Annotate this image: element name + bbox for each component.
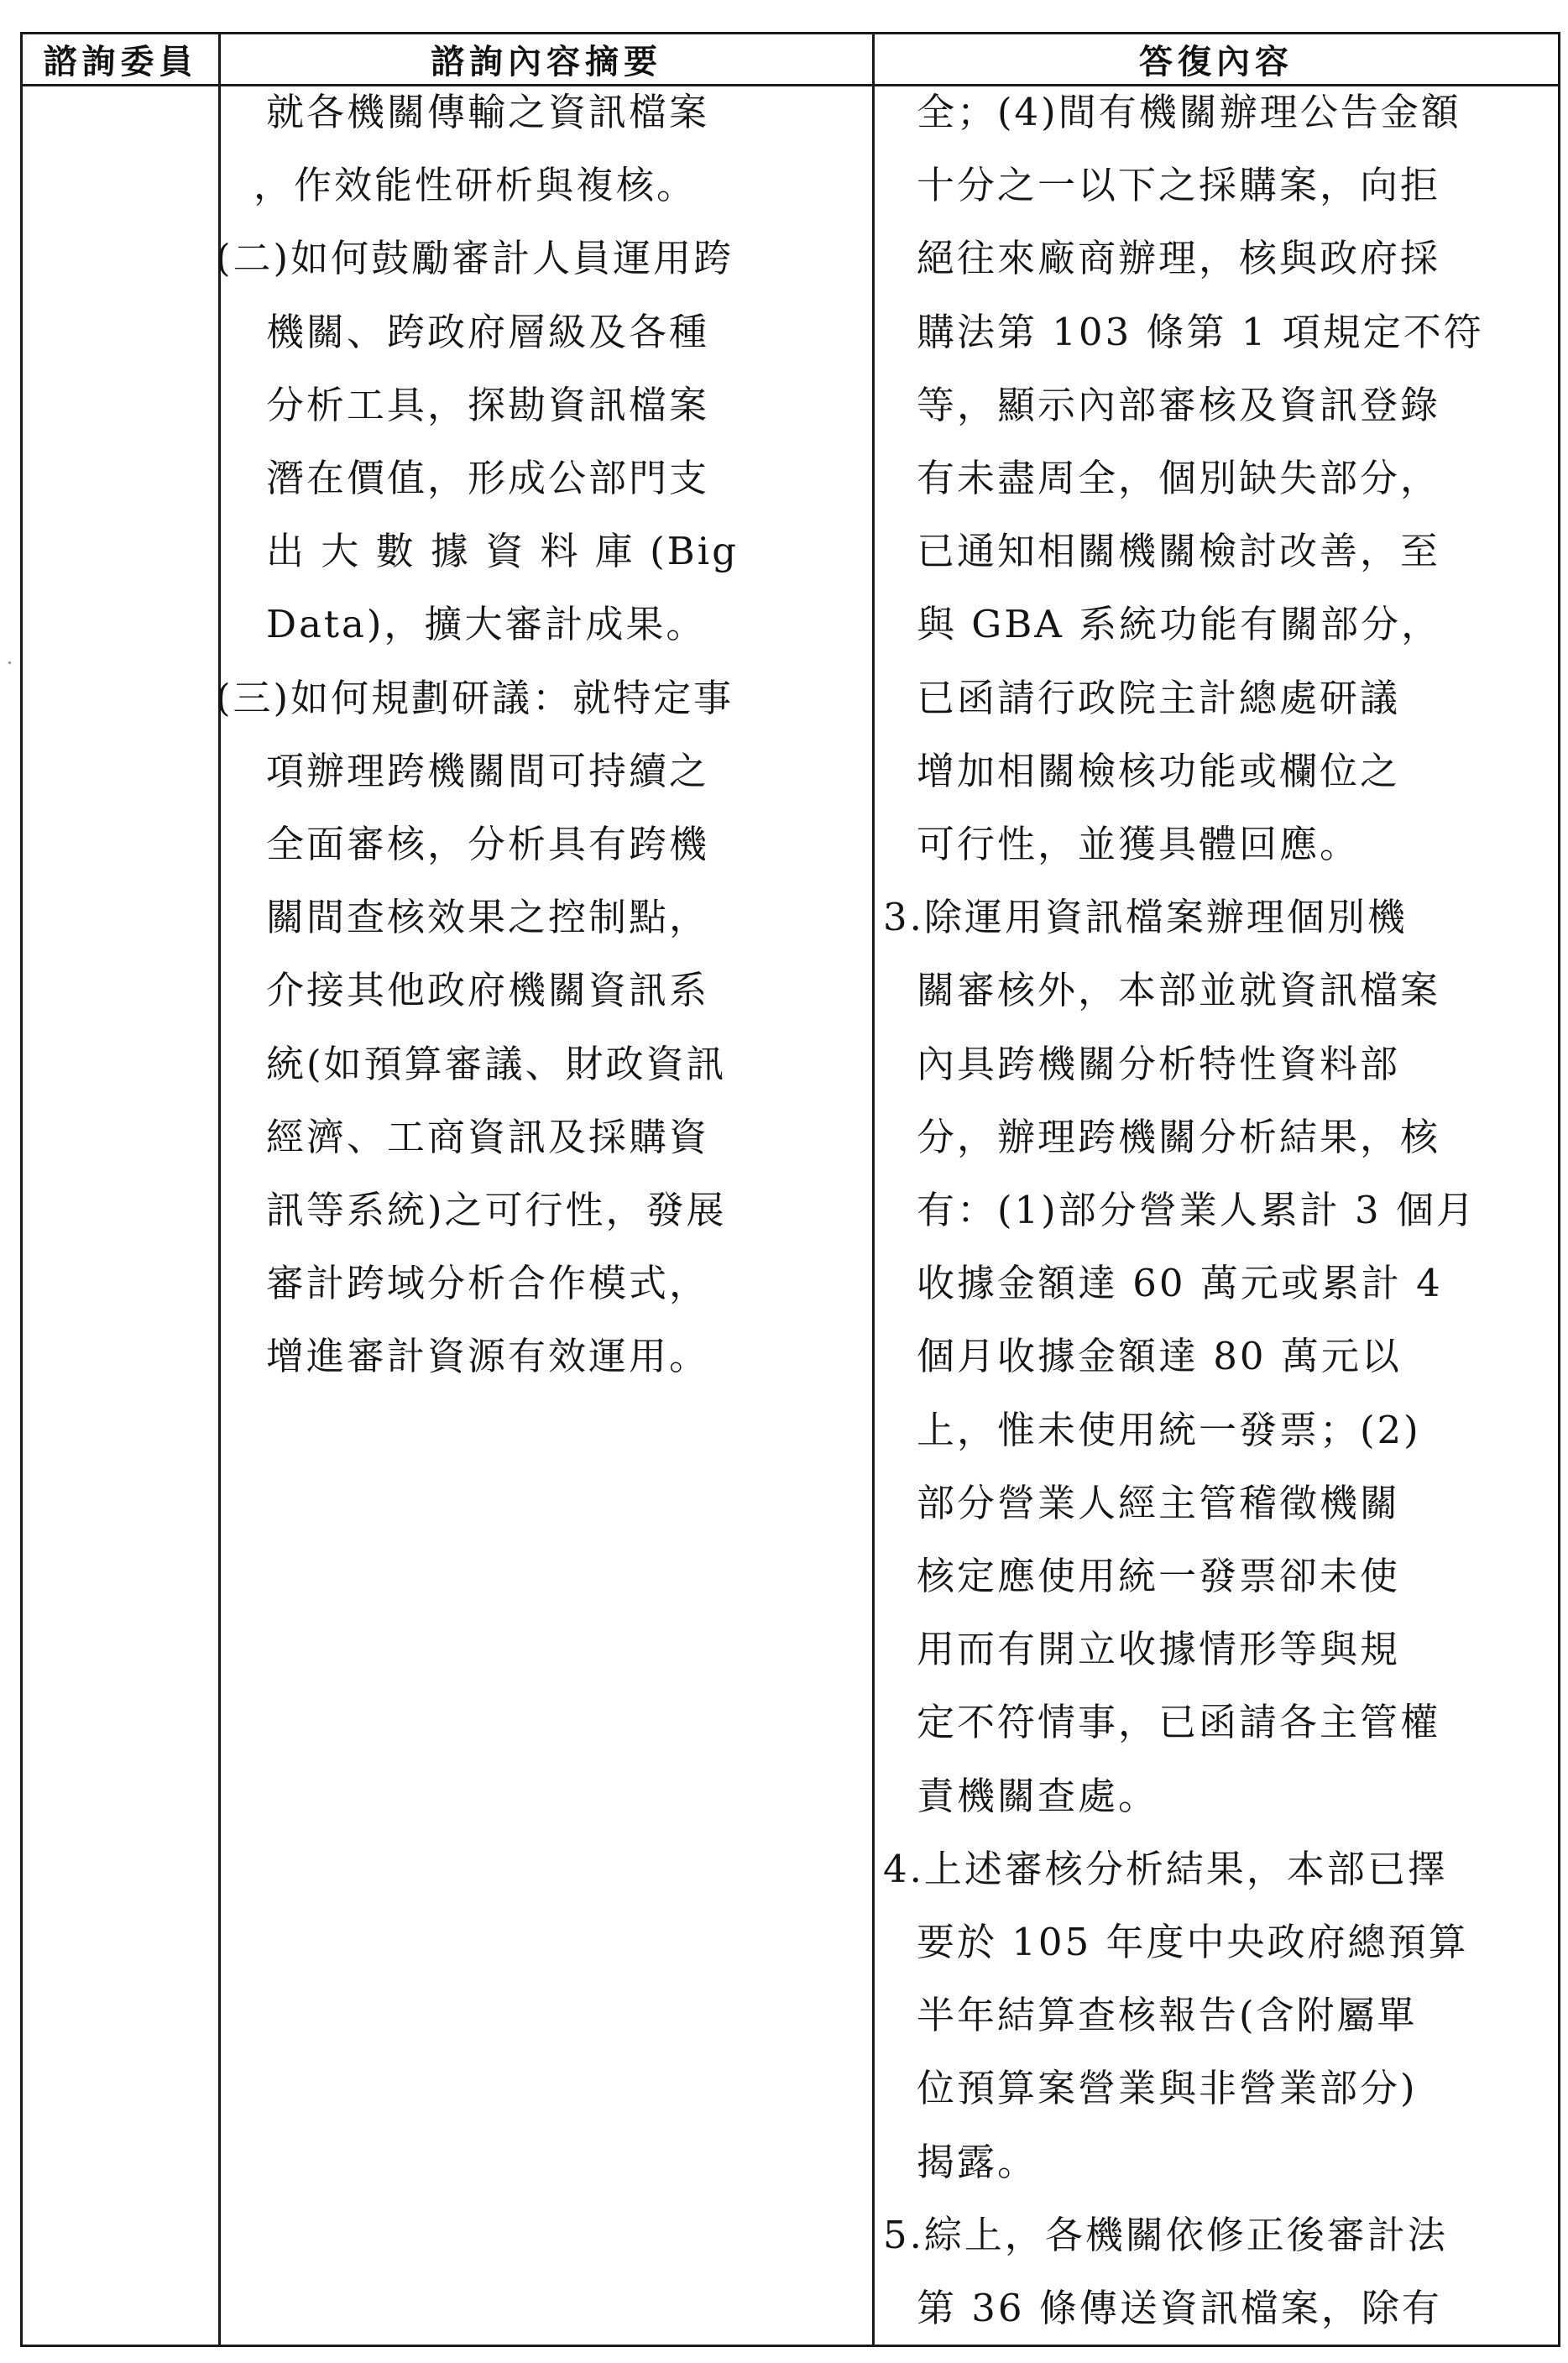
reply-line: 增加相關檢核功能或欄位之	[917, 748, 1401, 793]
summary-line: 統(如預算審議、財政資訊	[266, 1041, 727, 1086]
reply-line: 上，惟未使用統一發票；(2)	[917, 1407, 1421, 1452]
reply-line: 已函請行政院主計總處研議	[917, 675, 1401, 720]
reply-line: 關審核外，本部並就資訊檔案	[917, 968, 1441, 1013]
reply-line: 部分營業人經主管稽徵機關	[917, 1480, 1401, 1525]
reply-line: 分，辦理跨機關分析結果，核	[917, 1114, 1441, 1159]
reply-line: 已通知相關機關檢討改善，至	[917, 529, 1441, 574]
reply-line: 個月收據金額達 80 萬元以	[917, 1334, 1402, 1379]
reply-line: 核定應使用統一發票卻未使	[917, 1554, 1401, 1598]
reply-line: 有未盡周全，個別缺失部分，	[917, 456, 1441, 500]
summary-line: 就各機關傳輸之資訊檔案	[266, 90, 710, 134]
summary-line: 項辦理跨機關間可持續之	[266, 748, 710, 793]
summary-line: 經濟、工商資訊及採購資	[266, 1114, 710, 1159]
header-reply: 答復內容	[874, 34, 1560, 86]
reply-line: 半年結算查核報告(含附屬單	[917, 1993, 1418, 2038]
reply-line: 3.除運用資訊檔案辦理個別機	[883, 895, 1408, 940]
header-summary: 諮詢內容摘要	[220, 34, 874, 86]
reply-line: 有：(1)部分營業人累計 3 個月	[917, 1188, 1477, 1232]
summary-cell	[216, 86, 874, 2346]
reply-line: 揭露。	[917, 2139, 1038, 2184]
reply-line: 用而有開立收據情形等與規	[917, 1627, 1401, 1672]
reply-line: 5.綜上，各機關依修正後審計法	[883, 2212, 1448, 2257]
summary-line: 審計跨域分析合作模式，	[266, 1261, 710, 1306]
summary-line: 介接其他政府機關資訊系	[266, 968, 710, 1013]
reply-line: 購法第 103 條第 1 項規定不符	[917, 309, 1484, 354]
header-committee: 諮詢委員	[22, 34, 220, 86]
reply-line: 定不符情事，已函請各主管權	[917, 1700, 1441, 1745]
reply-line: 等，顯示內部審核及資訊登錄	[917, 382, 1441, 427]
reply-line: 與 GBA 系統功能有關部分，	[917, 602, 1442, 647]
header-row	[22, 34, 1560, 86]
reply-line: 可行性，並獲具體回應。	[917, 822, 1361, 866]
margin-speck	[8, 661, 11, 664]
summary-line: 機關、跨政府層級及各種	[266, 309, 710, 354]
summary-line: 全面審核，分析具有跨機	[266, 822, 710, 866]
reply-line: 全；(4)間有機關辦理公告金額	[917, 90, 1461, 134]
reply-line: 十分之一以下之採購案，向拒	[917, 163, 1441, 208]
reply-line: 第 36 條傳送資訊檔案，除有	[917, 2286, 1442, 2330]
consultation-table	[20, 32, 1560, 2347]
summary-line: 增進審計資源有效運用。	[266, 1334, 710, 1379]
content-row	[22, 86, 1560, 2346]
reply-cell	[874, 86, 1560, 2346]
reply-line: 責機關查處。	[917, 1773, 1159, 1818]
reply-line: 收據金額達 60 萬元或累計 4	[917, 1261, 1443, 1306]
summary-line: ，作效能性研析與複核。	[253, 163, 698, 208]
reply-line: 絕往來廠商辦理，核與政府採	[917, 236, 1441, 281]
summary-line: 關間查核效果之控制點，	[266, 895, 710, 940]
reply-line: 位預算案營業與非營業部分)	[917, 2066, 1418, 2111]
summary-line: 分析工具，探勘資訊檔案	[266, 382, 710, 427]
reply-line: 要於 105 年度中央政府總預算	[917, 1920, 1469, 1964]
reply-line: 內具跨機關分析特性資料部	[917, 1041, 1401, 1086]
summary-line: (三)如何規劃研議：就特定事	[216, 675, 734, 720]
summary-line: 潛在價值，形成公部門支	[266, 456, 710, 500]
committee-cell	[22, 86, 220, 2346]
reply-line: 4.上述審核分析結果，本部已擇	[883, 1846, 1448, 1891]
summary-line: 訊等系統)之可行性，發展	[266, 1188, 727, 1232]
summary-line: (二)如何鼓勵審計人員運用跨	[216, 236, 734, 281]
summary-line: 出 大 數 據 資 料 庫 (Big	[266, 529, 739, 574]
summary-line: Data)，擴大審計成果。	[266, 602, 707, 647]
